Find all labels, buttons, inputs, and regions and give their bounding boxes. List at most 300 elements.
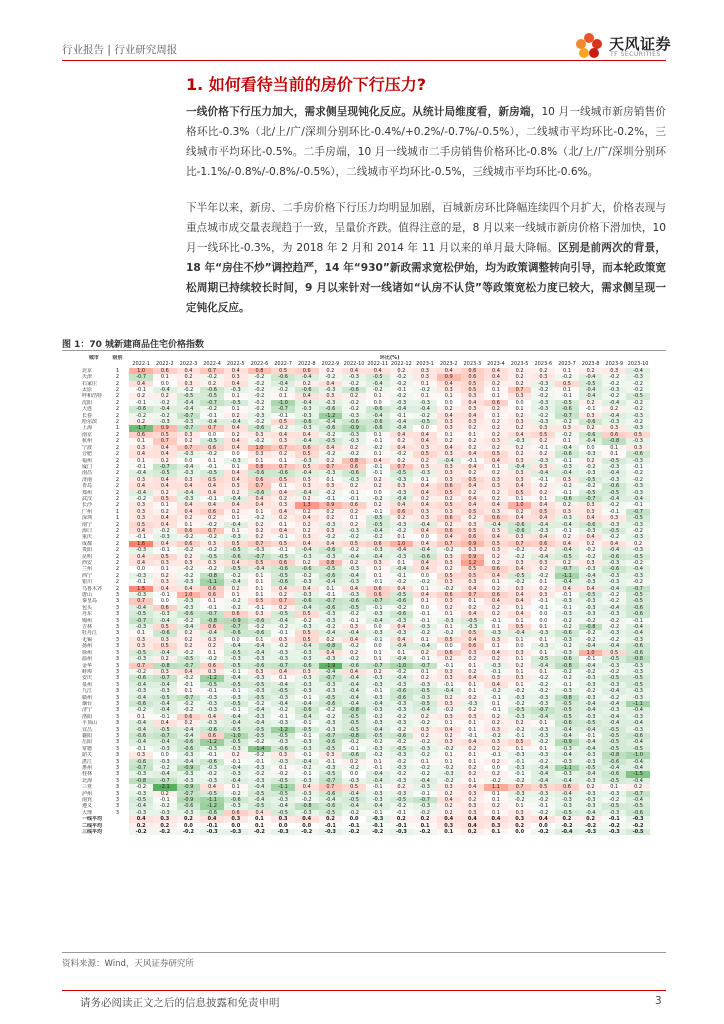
cell-value: 0.0 xyxy=(413,605,437,611)
cell-value: 0.3 xyxy=(437,714,461,720)
cell-value: -0.3 xyxy=(579,470,603,476)
cell-value: 0.3 xyxy=(484,483,508,489)
cell-value: -0.1 xyxy=(248,759,272,765)
cell-value: -0.3 xyxy=(390,618,414,624)
cell-value: 0.2 xyxy=(508,374,532,380)
cell-tier: 3 xyxy=(115,700,120,707)
cell-value: -0.6 xyxy=(248,618,272,624)
cell-value: 0.2 xyxy=(342,759,366,765)
cell-value: -0.5 xyxy=(626,592,650,598)
cell-value: -0.6 xyxy=(579,419,603,425)
cell-city: 南昌 xyxy=(82,470,93,477)
cell-value: 0.6 xyxy=(177,528,201,534)
cell-city: 郑州 xyxy=(82,489,93,496)
cell-value: 0.2 xyxy=(602,406,626,412)
cell-value: -0.1 xyxy=(626,464,650,470)
cell-value: -0.2 xyxy=(248,374,272,380)
cell-value: -0.4 xyxy=(248,797,272,803)
cell-value: 0.2 xyxy=(319,509,343,515)
cell-value: -0.1 xyxy=(271,534,295,540)
cell-value: 0.1 xyxy=(129,438,153,444)
cell-tier: 2 xyxy=(115,444,120,451)
cell-city: 湛江 xyxy=(82,758,93,765)
cell-value: -0.3 xyxy=(390,829,414,835)
cell-value: 0.1 xyxy=(413,598,437,604)
cell-value: 0.6 xyxy=(271,560,295,566)
cell-value: -0.5 xyxy=(555,810,579,816)
cell-value: 0.1 xyxy=(177,522,201,528)
cell-value: -0.7 xyxy=(271,663,295,669)
cell-value: 0.2 xyxy=(366,477,390,483)
cell-value: 0.1 xyxy=(461,752,485,758)
cell-value: 0.3 xyxy=(153,637,177,643)
cell-value: -0.4 xyxy=(319,669,343,675)
cell-value: -0.2 xyxy=(626,560,650,566)
cell-value: -0.3 xyxy=(342,566,366,572)
cell-value: 0.6 xyxy=(461,534,485,540)
cell-tier: 3 xyxy=(115,809,120,816)
cell-value: -0.5 xyxy=(461,618,485,624)
cell-value: -0.3 xyxy=(626,688,650,694)
cell-value: -0.3 xyxy=(200,701,224,707)
cell-value: -0.5 xyxy=(579,765,603,771)
cell-value: -0.2 xyxy=(271,425,295,431)
cell-value: 0.4 xyxy=(461,502,485,508)
cell-value: -0.7 xyxy=(248,554,272,560)
cell-value: 0.2 xyxy=(271,515,295,521)
cell-value: 0.2 xyxy=(484,720,508,726)
cell-value: 0.3 xyxy=(484,438,508,444)
cell-value: -0.7 xyxy=(129,374,153,380)
cell-value: 0.2 xyxy=(295,509,319,515)
cell-value: -0.2 xyxy=(271,624,295,630)
cell-value: -0.3 xyxy=(602,630,626,636)
cell-value: 0.2 xyxy=(437,803,461,809)
cell-tier: 2 xyxy=(115,451,120,458)
cell-value: -0.2 xyxy=(602,637,626,643)
cell-value: 0.2 xyxy=(200,643,224,649)
cell-value: -0.4 xyxy=(224,496,248,502)
cell-value: -0.1 xyxy=(295,733,319,739)
cell-value: -0.3 xyxy=(390,701,414,707)
header-group-label: 环比(%) xyxy=(379,355,400,361)
cell-value: 0.5 xyxy=(461,477,485,483)
header-month: 2022-6 xyxy=(250,361,269,368)
cell-value: 0.3 xyxy=(508,458,532,464)
cell-value: -0.5 xyxy=(248,682,272,688)
cell-value: 1.0 xyxy=(390,541,414,547)
cell-city: 合肥 xyxy=(82,451,93,458)
cell-value: -0.4 xyxy=(602,496,626,502)
cell-value: -0.8 xyxy=(342,707,366,713)
cell-value: 0.4 xyxy=(413,502,437,508)
cell-value: 0.6 xyxy=(224,611,248,617)
cell-city: 南宁 xyxy=(82,521,93,528)
cell-value: -0.3 xyxy=(295,810,319,816)
cell-value: -0.3 xyxy=(271,650,295,656)
cell-value: 0.4 xyxy=(461,496,485,502)
cell-value: 0.4 xyxy=(531,534,555,540)
cell-value: -0.2 xyxy=(342,656,366,662)
cell-value: -0.5 xyxy=(271,554,295,560)
cell-value: -0.2 xyxy=(129,784,153,790)
cell-value: -0.3 xyxy=(508,438,532,444)
cell-value: -0.6 xyxy=(602,566,626,572)
cell-value: 0.2 xyxy=(177,374,201,380)
cell-value: -0.1 xyxy=(390,823,414,829)
cell-value: 0.0 xyxy=(224,451,248,457)
cell-value: -0.3 xyxy=(579,451,603,457)
cell-value: -0.3 xyxy=(366,791,390,797)
cell-value: -0.5 xyxy=(413,688,437,694)
cell-value: -0.3 xyxy=(390,554,414,560)
cell-value: -0.5 xyxy=(248,733,272,739)
cell-value: 0.3 xyxy=(437,669,461,675)
cell-value: -0.5 xyxy=(248,803,272,809)
cell-value: 0.2 xyxy=(484,759,508,765)
cell-value: 0.3 xyxy=(437,509,461,515)
cell-value: -0.3 xyxy=(390,765,414,771)
cell-value: -0.5 xyxy=(200,554,224,560)
cell-value: -0.2 xyxy=(555,432,579,438)
cell-value: 0.4 xyxy=(271,509,295,515)
cell-value: -0.1 xyxy=(366,688,390,694)
cell-value: 0.6 xyxy=(153,605,177,611)
cell-value: -0.2 xyxy=(626,470,650,476)
cell-tier: 3 xyxy=(115,643,120,650)
cell-value: 0.3 xyxy=(200,560,224,566)
cell-tier: 2 xyxy=(115,457,120,464)
cell-value: -1.5 xyxy=(626,771,650,777)
cell-value: -0.3 xyxy=(602,579,626,585)
cell-value: -0.4 xyxy=(153,771,177,777)
cell-value: 0.4 xyxy=(319,445,343,451)
cell-value: -0.3 xyxy=(602,464,626,470)
cell-value: -0.3 xyxy=(271,656,295,662)
cell-value: 0.3 xyxy=(508,477,532,483)
cell-value: 0.4 xyxy=(437,368,461,374)
cell-value: -0.3 xyxy=(390,778,414,784)
cell-value: 1.0 xyxy=(508,502,532,508)
cell-value: -0.4 xyxy=(295,374,319,380)
cell-value: -0.1 xyxy=(602,816,626,822)
cell-value: -0.1 xyxy=(390,387,414,393)
header-divider xyxy=(62,60,666,61)
cell-value: -0.7 xyxy=(153,733,177,739)
cell-value: 0.3 xyxy=(508,470,532,476)
cell-value: 0.5 xyxy=(461,387,485,393)
cell-value: -0.4 xyxy=(626,566,650,572)
cell-value: -0.1 xyxy=(129,387,153,393)
cell-value: -0.3 xyxy=(248,413,272,419)
cell-value: 0.3 xyxy=(461,579,485,585)
cell-value: 0.4 xyxy=(461,464,485,470)
cell-city: 哈尔滨 xyxy=(82,419,98,426)
cell-value: 0.2 xyxy=(579,400,603,406)
cell-value: -0.2 xyxy=(295,618,319,624)
cell-value: 0.3 xyxy=(413,515,437,521)
cell-value: 0.3 xyxy=(461,547,485,553)
cell-value: -0.4 xyxy=(366,778,390,784)
cell-value: -0.2 xyxy=(602,374,626,380)
cell-value: -0.2 xyxy=(390,759,414,765)
cell-value: -0.5 xyxy=(579,477,603,483)
cell-value: -0.6 xyxy=(129,733,153,739)
cell-value: 0.4 xyxy=(508,611,532,617)
cell-value: 0.6 xyxy=(531,541,555,547)
cell-value: 0.3 xyxy=(461,810,485,816)
cell-value: 0.3 xyxy=(319,483,343,489)
cell-value: 0.2 xyxy=(319,368,343,374)
cell-value: 0.4 xyxy=(461,739,485,745)
cell-value: 0.1 xyxy=(248,579,272,585)
cell-value: -0.5 xyxy=(271,810,295,816)
cell-value: 0.3 xyxy=(413,445,437,451)
cell-value: 0.3 xyxy=(413,368,437,374)
cell-value: -0.2 xyxy=(342,534,366,540)
cell-value: -0.5 xyxy=(390,470,414,476)
cell-value: 0.6 xyxy=(484,400,508,406)
cell-value: -0.3 xyxy=(200,778,224,784)
cell-value: 0.4 xyxy=(461,816,485,822)
cell-value: -0.2 xyxy=(153,803,177,809)
cell-tier: 3 xyxy=(115,771,120,778)
cell-value: 0.6 xyxy=(342,502,366,508)
cell-value: -0.4 xyxy=(295,605,319,611)
cell-value: -0.4 xyxy=(271,381,295,387)
cell-value: 0.7 xyxy=(248,541,272,547)
cell-city: 长沙 xyxy=(82,502,93,509)
cell-value: -0.4 xyxy=(602,643,626,649)
cell-value: -0.3 xyxy=(531,381,555,387)
cell-value: 0.4 xyxy=(153,483,177,489)
cell-value: -0.2 xyxy=(626,528,650,534)
cell-value: -0.2 xyxy=(295,829,319,835)
cell-value: -0.5 xyxy=(413,419,437,425)
cell-value: 0.5 xyxy=(461,528,485,534)
cell-value: -0.2 xyxy=(366,739,390,745)
cell-value: -0.3 xyxy=(626,727,650,733)
cell-value: 0.2 xyxy=(177,720,201,726)
cell-value: 0.3 xyxy=(461,406,485,412)
cell-value: -0.4 xyxy=(200,419,224,425)
cell-value: 0.6 xyxy=(461,374,485,380)
cell-value: -0.5 xyxy=(129,650,153,656)
cell-value: -0.4 xyxy=(319,579,343,585)
cell-value: -0.5 xyxy=(626,675,650,681)
cell-value: 0.4 xyxy=(271,669,295,675)
cell-city: 杭州 xyxy=(82,438,93,445)
cell-value: -0.2 xyxy=(200,406,224,412)
cell-value: 0.3 xyxy=(224,374,248,380)
cell-value: -0.2 xyxy=(200,374,224,380)
cell-value: 0.1 xyxy=(153,374,177,380)
cell-value: 0.1 xyxy=(413,393,437,399)
cell-value: -0.2 xyxy=(413,739,437,745)
cell-value: 0.2 xyxy=(461,669,485,675)
cell-value: -0.4 xyxy=(626,368,650,374)
cell-value: 0.4 xyxy=(295,541,319,547)
cell-value: -0.3 xyxy=(295,656,319,662)
cell-value: -0.4 xyxy=(153,650,177,656)
cell-value: 0.1 xyxy=(508,605,532,611)
cell-value: 0.4 xyxy=(153,522,177,528)
cell-value: -0.5 xyxy=(390,746,414,752)
cell-value: 0.2 xyxy=(461,656,485,662)
cell-value: 0.2 xyxy=(319,515,343,521)
cell-value: -0.2 xyxy=(508,688,532,694)
cell-value: -0.8 xyxy=(579,624,603,630)
cell-value: 0.2 xyxy=(271,605,295,611)
cell-value: 0.1 xyxy=(484,464,508,470)
cell-value: -0.1 xyxy=(555,528,579,534)
cell-value: -0.5 xyxy=(200,438,224,444)
cell-value: 0.2 xyxy=(248,522,272,528)
cell-value: 0.5 xyxy=(271,419,295,425)
cell-value: -0.2 xyxy=(437,765,461,771)
cell-value: 0.4 xyxy=(153,586,177,592)
cell-value: 0.2 xyxy=(461,490,485,496)
cell-value: 0.1 xyxy=(319,477,343,483)
cell-value: -0.6 xyxy=(224,554,248,560)
cell-value: -0.1 xyxy=(626,618,650,624)
cell-value: -0.3 xyxy=(366,816,390,822)
cell-value: -0.3 xyxy=(295,675,319,681)
cell-value: -0.3 xyxy=(390,752,414,758)
cell-value: -0.3 xyxy=(295,650,319,656)
cell-value: -0.4 xyxy=(602,470,626,476)
cell-value: 0.4 xyxy=(508,432,532,438)
cell-value: 0.4 xyxy=(461,637,485,643)
cell-value: 0.2 xyxy=(555,502,579,508)
cell-value: 0.3 xyxy=(484,675,508,681)
cell-value: 0.2 xyxy=(295,522,319,528)
cell-value: 0.2 xyxy=(319,458,343,464)
cell-value: -0.4 xyxy=(555,470,579,476)
cell-value: -0.4 xyxy=(390,547,414,553)
cell-value: -0.2 xyxy=(342,739,366,745)
cell-value: -0.4 xyxy=(248,707,272,713)
cell-value: -0.4 xyxy=(200,630,224,636)
cell-value: -0.2 xyxy=(248,752,272,758)
cell-value: 0.4 xyxy=(295,432,319,438)
cell-value: 0.1 xyxy=(271,522,295,528)
cell-value: 0.4 xyxy=(153,477,177,483)
cell-tier: 2 xyxy=(115,470,120,477)
cell-value: 0.2 xyxy=(508,663,532,669)
cell-value: -0.4 xyxy=(390,419,414,425)
cell-value: 0.1 xyxy=(129,714,153,720)
cell-value: -0.3 xyxy=(390,490,414,496)
cell-value: -0.5 xyxy=(271,778,295,784)
cell-value: 0.1 xyxy=(413,586,437,592)
cell-value: -0.3 xyxy=(390,400,414,406)
cell-value: -0.4 xyxy=(129,727,153,733)
cell-value: -0.7 xyxy=(626,586,650,592)
cell-value: 0.5 xyxy=(461,630,485,636)
cell-value: -0.3 xyxy=(626,663,650,669)
cell-value: 0.3 xyxy=(295,477,319,483)
cell-value: 0.0 xyxy=(508,829,532,835)
cell-value: -0.4 xyxy=(390,425,414,431)
cell-tier: 3 xyxy=(115,675,120,682)
cell-value: -0.1 xyxy=(224,759,248,765)
cell-value: 0.5 xyxy=(295,464,319,470)
cell-value: -0.1 xyxy=(153,797,177,803)
cell-value: -0.6 xyxy=(271,566,295,572)
cell-value: -0.4 xyxy=(413,547,437,553)
cell-value: 0.6 xyxy=(200,592,224,598)
cell-value: 0.2 xyxy=(531,438,555,444)
cell-city: 兰州 xyxy=(82,566,93,573)
cell-value: -0.2 xyxy=(319,624,343,630)
cell-value: -0.3 xyxy=(579,778,603,784)
cell-value: 0.4 xyxy=(413,432,437,438)
cell-value: -0.3 xyxy=(271,695,295,701)
cell-value: 0.3 xyxy=(508,650,532,656)
cell-value: 0.3 xyxy=(319,528,343,534)
cell-value: 0.4 xyxy=(484,368,508,374)
cell-value: 0.2 xyxy=(437,406,461,412)
cell-value: -0.3 xyxy=(248,765,272,771)
cell-value: 0.3 xyxy=(271,637,295,643)
cell-value: -0.3 xyxy=(153,611,177,617)
cell-value: -0.3 xyxy=(555,803,579,809)
cell-value: 0.2 xyxy=(390,368,414,374)
cell-value: 0.4 xyxy=(129,381,153,387)
cell-city: 海口 xyxy=(82,527,93,534)
cell-value: -0.4 xyxy=(390,406,414,412)
cell-value: -0.2 xyxy=(484,733,508,739)
cell-value: 0.2 xyxy=(461,605,485,611)
cell-value: 0.0 xyxy=(366,490,390,496)
cell-value: -0.4 xyxy=(271,701,295,707)
cell-value: 0.2 xyxy=(579,541,603,547)
cell-value: 0.1 xyxy=(437,720,461,726)
cell-value: -0.2 xyxy=(531,688,555,694)
cell-value: -0.2 xyxy=(248,438,272,444)
header-month: 2023-9 xyxy=(605,361,624,368)
cell-city: 泉州 xyxy=(82,681,93,688)
cell-tier: 3 xyxy=(115,604,120,611)
cell-value: -0.3 xyxy=(626,458,650,464)
cell-value: 0.4 xyxy=(390,432,414,438)
cell-value: -0.4 xyxy=(602,720,626,726)
cell-value: 0.4 xyxy=(248,810,272,816)
cell-value: -0.2 xyxy=(602,592,626,598)
cell-value: -0.1 xyxy=(602,509,626,515)
cell-value: -0.2 xyxy=(177,573,201,579)
cell-value: 0.2 xyxy=(461,515,485,521)
cell-value: -0.5 xyxy=(224,739,248,745)
cell-value: 0.5 xyxy=(437,637,461,643)
cell-value: -0.1 xyxy=(342,490,366,496)
cell-city: 秦皇岛 xyxy=(82,598,98,605)
cell-value: -0.3 xyxy=(295,406,319,412)
cell-value: 0.2 xyxy=(461,771,485,777)
cell-value: -0.2 xyxy=(153,829,177,835)
cell-value: -0.2 xyxy=(437,778,461,784)
cell-value: 0.2 xyxy=(177,637,201,643)
cell-value: -0.7 xyxy=(319,598,343,604)
cell-value: -0.3 xyxy=(200,765,224,771)
cell-value: -0.5 xyxy=(626,554,650,560)
cell-value: 0.1 xyxy=(153,502,177,508)
cell-value: -0.4 xyxy=(579,643,603,649)
cell-value: -0.4 xyxy=(602,688,626,694)
cell-value: -0.4 xyxy=(626,739,650,745)
cell-value: 0.3 xyxy=(177,381,201,387)
